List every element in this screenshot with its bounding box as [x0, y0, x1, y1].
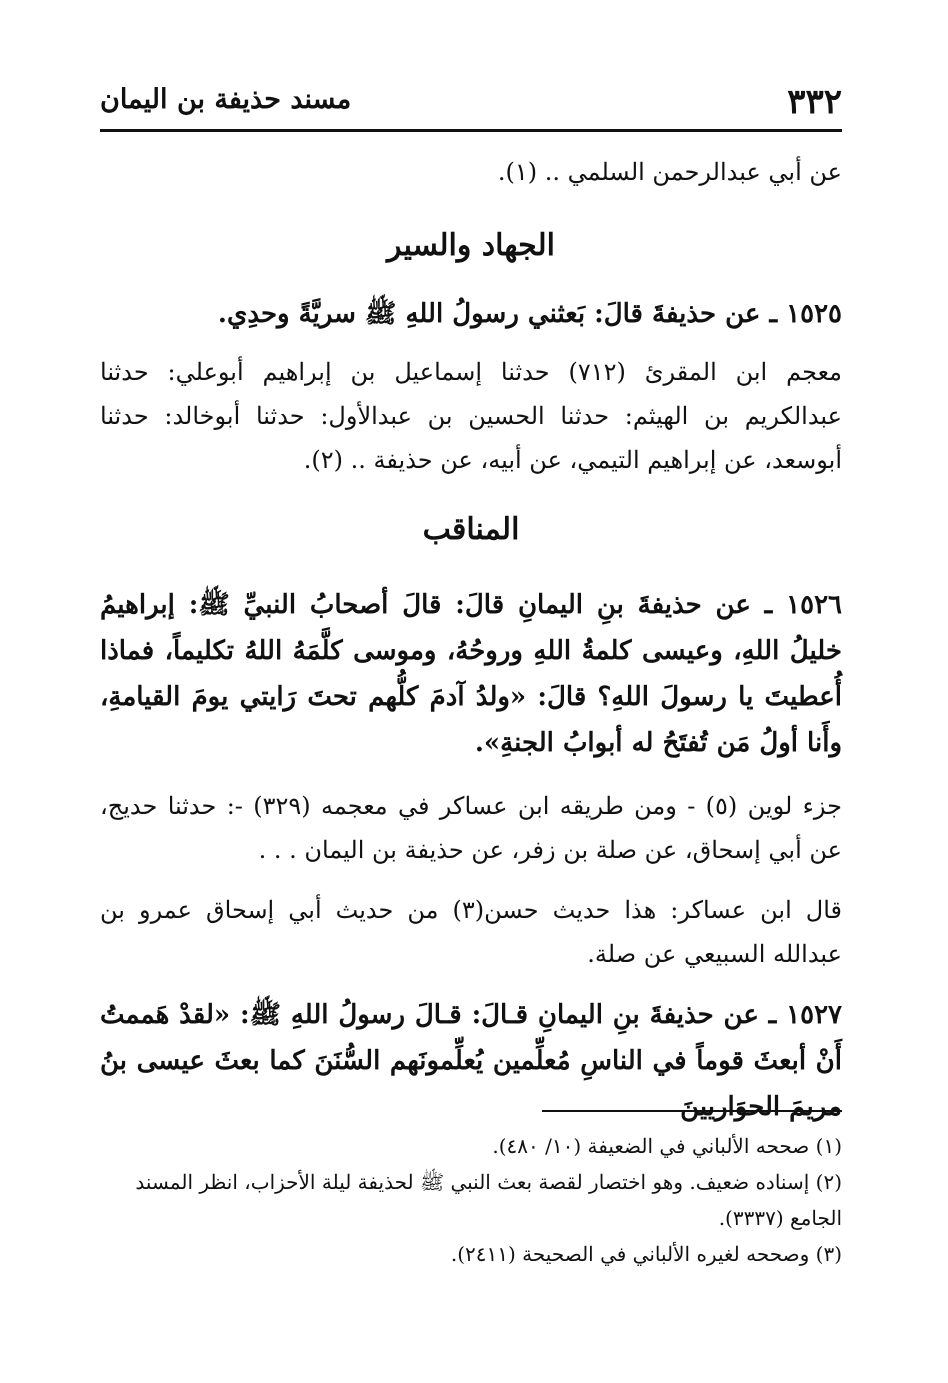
source-text: معجم ابن المقرئ (٧١٢) حدثنا إسماعيل بن إبراهيم أبوعلي: حدثنا عبدالكريم بن الهيثم: حدثنا الحسين بن عبدالأول: حدثنا أبوخالد: حدثنا أبوسعد، عن إبراهيم التيمي، عن أبيه، عن حذيفة .. (٢). — [100, 358, 842, 474]
footnote-3: (٣) وصححه لغيره الألباني في الصحيحة (٢٤١١). — [450, 1242, 842, 1266]
source-text: جزء لوين (٥) - ومن طريقه ابن عساكر في معجمه (٣٢٩) -: حدثنا حديج، عن أبي إسحاق، عن صلة بن زفر، عن حذيفة بن اليمان . . . — [100, 792, 842, 864]
footnote-1: (١) صححه الألباني في الضعيفة (١٠/ ٤٨٠). — [492, 1134, 842, 1158]
hadith-text: ١٥٢٦ ـ عن حذيفةَ بنِ اليمانِ قالَ: قالَ أصحابُ النبيِّ ﷺ: إبراهيمُ خليلُ اللهِ، وعيسى كلمةُ اللهِ وروحُهُ، وموسى كلَّمَهُ اللهُ تكليماً، فماذا أُعطيتَ يا رسولَ اللهِ؟ قالَ: «ولدُ آدمَ كلُّهم تحتَ رَايتي يومَ القيامةِ، وأَنا أولُ مَن تُفتَحُ له أبوابُ الجنةِ». — [100, 590, 842, 758]
intro-line: عن أبي عبدالرحمن السلمي .. (١). — [497, 158, 842, 186]
footnote-2: (٢) إسناده ضعيف. وهو اختصار لقصة بعث النبي ﷺ لحذيفة ليلة الأحزاب، انظر المسند الجامع (٣٣٣٧). — [135, 1170, 842, 1230]
section-heading-manaqib: المناقب — [422, 512, 520, 547]
hadith-text: ١٥٢٥ ـ عن حذيفةَ قالَ: بَعثني رسولُ اللهِ ﷺ سريَّةً وحدِي. — [217, 299, 842, 329]
source-1526 — [100, 784, 842, 872]
running-head — [100, 78, 842, 126]
running-title: مسند حذيفة بن اليمان — [100, 84, 352, 115]
hadith-text: ١٥٢٧ ـ عن حذيفةَ بنِ اليمانِ قـالَ: قـالَ رسولُ اللهِ ﷺ: «لقدْ هَممتُ أَنْ أبعثَ قوماً في الناسِ مُعلِّمين يُعلِّمونَهم السُّنَنَ كما بعثَ عيسى بنُ مريمَ الحوَاريينَ — [100, 1000, 842, 1122]
footnotes — [100, 1128, 842, 1272]
page-number: ٣٣٢ — [787, 82, 842, 122]
intro-paragraph — [100, 150, 842, 194]
comment-text: قال ابن عساكر: هذا حديث حسن(٣) من حديث أبي إسحاق عمرو بن عبدالله السبيعي عن صلة. — [100, 896, 842, 968]
hadith-1526 — [100, 582, 842, 766]
source-1525 — [100, 350, 842, 482]
comment-1526 — [100, 888, 842, 976]
section-heading-jihad: الجهاد والسير — [387, 228, 555, 263]
header-rule — [100, 129, 842, 132]
hadith-1525 — [100, 292, 842, 336]
footnote-rule — [542, 1110, 842, 1112]
